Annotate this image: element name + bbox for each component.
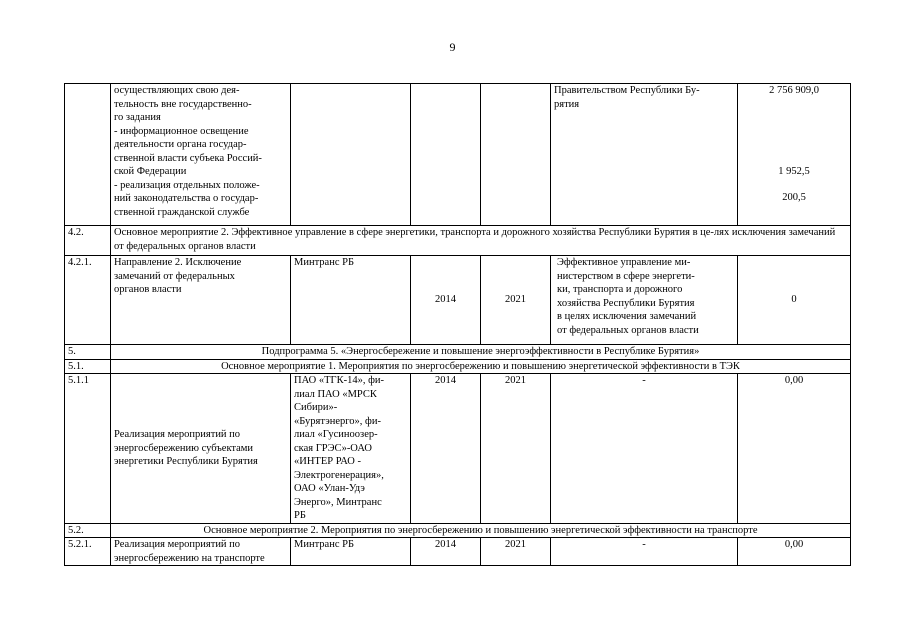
executor-line: Энерго», Минтранс bbox=[294, 496, 382, 508]
name-line: энергосбережению на транспорте bbox=[114, 552, 265, 564]
cell-executor bbox=[291, 374, 411, 524]
name-line: органов власти bbox=[114, 284, 182, 295]
cell-executor bbox=[291, 84, 411, 226]
table-row-continuation bbox=[65, 84, 851, 226]
cell-name bbox=[111, 374, 291, 524]
cell-end-year: 2021 bbox=[481, 538, 551, 566]
cell-num: 5. bbox=[65, 345, 111, 360]
name-line: - информационное освещение bbox=[114, 125, 249, 137]
result-line: хозяйства Республики Бурятия bbox=[557, 297, 695, 309]
result-line: рятия bbox=[554, 98, 580, 110]
cell-result: - bbox=[551, 538, 738, 566]
name-line: - реализация отдельных положе- bbox=[114, 179, 260, 191]
name-line: ний законодательства о государ- bbox=[114, 193, 259, 204]
result-line: Правительством Республики Бу- bbox=[554, 85, 700, 96]
executor-line: ская ГРЭС»-ОАО bbox=[294, 442, 373, 454]
amount-value: 200,5 bbox=[782, 192, 806, 203]
cell-num: 5.1. bbox=[65, 359, 111, 374]
table-row-4-2 bbox=[65, 226, 851, 256]
name-line: осуществляющих свою дея- bbox=[114, 85, 240, 96]
cell-num: 4.2. bbox=[65, 226, 111, 256]
cell-num bbox=[65, 84, 111, 226]
executor-line: ПАО «ТГК-14», фи- bbox=[294, 375, 385, 386]
table-row-5-2 bbox=[65, 523, 851, 538]
executor-line: РБ bbox=[294, 510, 306, 521]
name-line: замечаний от федеральных bbox=[114, 270, 235, 282]
name-line: ственной гражданской службе bbox=[114, 206, 250, 218]
cell-result bbox=[551, 256, 738, 345]
cell-amount: 0,00 bbox=[738, 374, 851, 524]
result-line: в целях исключения замечаний bbox=[557, 311, 697, 322]
executor-line: «Бурятэнерго», фи- bbox=[294, 415, 381, 427]
name-line: энергосбережению субъектами bbox=[114, 442, 254, 454]
executor-line: «ИНТЕР РАО - bbox=[294, 456, 361, 467]
executor-line: ОАО «Улан-Удэ bbox=[294, 483, 365, 494]
name-line: Реализация мероприятий по bbox=[114, 429, 241, 440]
program-table bbox=[64, 83, 851, 566]
cell-amount: 0,00 bbox=[738, 538, 851, 566]
cell-start-year: 2014 bbox=[411, 538, 481, 566]
result-line: ки, транспорта и дорожного bbox=[557, 284, 683, 295]
cell-amount bbox=[738, 84, 851, 226]
executor-line: Сибири»- bbox=[294, 402, 338, 413]
amount-value: 1 952,5 bbox=[778, 165, 810, 177]
cell-result: - bbox=[551, 374, 738, 524]
executor-line: лиал «Гусиноозер- bbox=[294, 429, 378, 440]
cell-subprogram-title: Подпрограмма 5. «Энергосбережение и повышение энергоэффективности в Республике Бурятия» bbox=[111, 345, 851, 360]
cell-start-year: 2014 bbox=[411, 256, 481, 345]
executor-line: Электрогенерация», bbox=[294, 469, 384, 481]
name-line: деятельности органа государ- bbox=[114, 139, 247, 150]
name-line: энергетики Республики Бурятия bbox=[114, 456, 258, 467]
page-number: 9 bbox=[449, 40, 456, 54]
cell-end-year: 2021 bbox=[481, 374, 551, 524]
table-row-5-1-1 bbox=[65, 374, 851, 524]
result-line: Эффективное управление ми- bbox=[557, 257, 691, 268]
name-line: ской Федерации bbox=[114, 166, 187, 177]
table-row-4-2-1 bbox=[65, 256, 851, 345]
table-row-5-2-1 bbox=[65, 538, 851, 566]
cell-name bbox=[111, 84, 291, 226]
cell-name bbox=[111, 256, 291, 345]
cell-start-year bbox=[411, 84, 481, 226]
cell-num: 5.2. bbox=[65, 523, 111, 538]
name-line: тельность вне государственно- bbox=[114, 98, 252, 110]
cell-section-title: Основное мероприятие 2. Эффективное управление в сфере энергетики, транспорта и дорожного хозяйства Республики Бурятия в це-лях исключения замечаний от федеральных органов власти bbox=[111, 226, 851, 256]
name-line: Реализация мероприятий по bbox=[114, 539, 241, 550]
name-line: ственной власти субъека Россий- bbox=[114, 152, 262, 164]
cell-section-title: Основное мероприятие 1. Мероприятия по энергосбережению и повышению энергетической эффективности в ТЭК bbox=[111, 359, 851, 374]
cell-name bbox=[111, 538, 291, 566]
table-row-5-1 bbox=[65, 359, 851, 374]
cell-result bbox=[551, 84, 738, 226]
cell-executor: Минтранс РБ bbox=[291, 256, 411, 345]
table-row-5 bbox=[65, 345, 851, 360]
cell-num: 5.1.1 bbox=[65, 374, 111, 524]
amount-value: 2 756 909,0 bbox=[769, 85, 819, 96]
cell-num: 4.2.1. bbox=[65, 256, 111, 345]
cell-section-title: Основное мероприятие 2. Мероприятия по энергосбережению и повышению энергетической эффективности на транспорте bbox=[111, 523, 851, 538]
name-line: го задания bbox=[114, 112, 161, 123]
cell-num: 5.2.1. bbox=[65, 538, 111, 566]
cell-executor: Минтранс РБ bbox=[291, 538, 411, 566]
result-line: от федеральных органов власти bbox=[557, 324, 699, 336]
cell-end-year: 2021 bbox=[481, 256, 551, 345]
cell-end-year bbox=[481, 84, 551, 226]
name-line: Направление 2. Исключение bbox=[114, 257, 242, 268]
cell-amount: 0 bbox=[738, 256, 851, 345]
result-line: нистерством в сфере энергети- bbox=[557, 270, 695, 282]
executor-line: лиал ПАО «МРСК bbox=[294, 388, 377, 400]
cell-start-year: 2014 bbox=[411, 374, 481, 524]
